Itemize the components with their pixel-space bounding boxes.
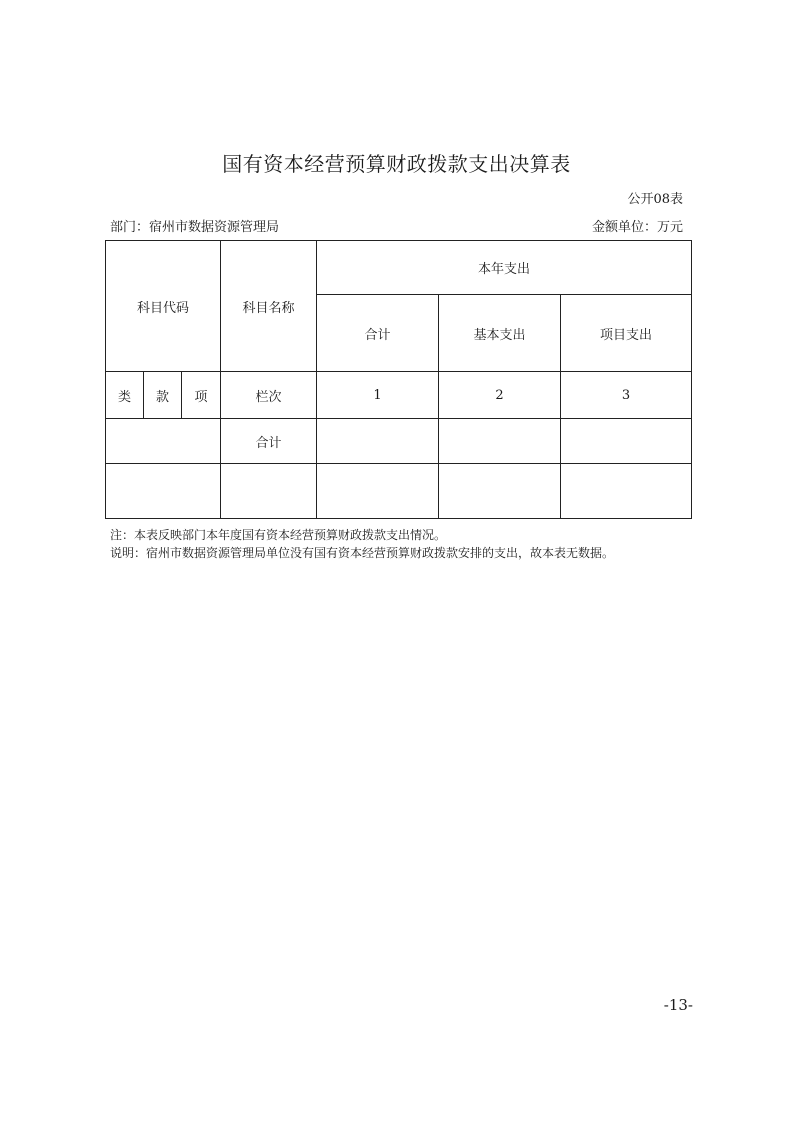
- page-number: -13-: [663, 996, 693, 1014]
- notes-block: [110, 526, 614, 562]
- amount-unit-label: 金额单位：万元: [591, 220, 683, 235]
- header-current-year-expenditure: 本年支出: [317, 241, 692, 295]
- empty-row-basic-cell: [439, 464, 561, 519]
- column-number-2: 2: [439, 372, 561, 419]
- department-label: 部门：宿州市数据资源管理局: [110, 220, 280, 235]
- table-row: [106, 372, 692, 419]
- empty-row-code-cell: [106, 464, 221, 519]
- header-total: 合计: [317, 295, 439, 372]
- total-row-total-cell: [317, 419, 439, 464]
- total-row-project-cell: [561, 419, 692, 464]
- table-explanation: 说明：宿州市数据资源管理局单位没有国有资本经营预算财政拨款安排的支出，故本表无数据。: [110, 546, 615, 560]
- column-number-1: 1: [317, 372, 439, 419]
- code-section-cell: 款: [144, 372, 182, 419]
- empty-row-name-cell: [221, 464, 317, 519]
- total-row-label: 合计: [221, 419, 317, 464]
- empty-row-total-cell: [317, 464, 439, 519]
- code-category-cell: 类: [106, 372, 144, 419]
- page-title: 国有资本经营预算财政拨款支出决算表: [222, 152, 571, 176]
- header-project-expenditure: 项目支出: [561, 295, 692, 372]
- total-row-basic-cell: [439, 419, 561, 464]
- table-note: 注：本表反映部门本年度国有资本经营预算财政拨款支出情况。: [110, 528, 447, 542]
- column-label-cell: 栏次: [221, 372, 317, 419]
- header-basic-expenditure: 基本支出: [439, 295, 561, 372]
- expenditure-table: [105, 240, 692, 519]
- empty-row-project-cell: [561, 464, 692, 519]
- header-subject-name: 科目名称: [221, 241, 317, 372]
- form-code: 公开08表: [627, 192, 683, 207]
- total-row-code-cell: [106, 419, 221, 464]
- header-subject-code: 科目代码: [106, 241, 221, 372]
- table-row: [106, 464, 692, 519]
- table-row: [106, 419, 692, 464]
- code-item-cell: 项: [182, 372, 221, 419]
- column-number-3: 3: [561, 372, 692, 419]
